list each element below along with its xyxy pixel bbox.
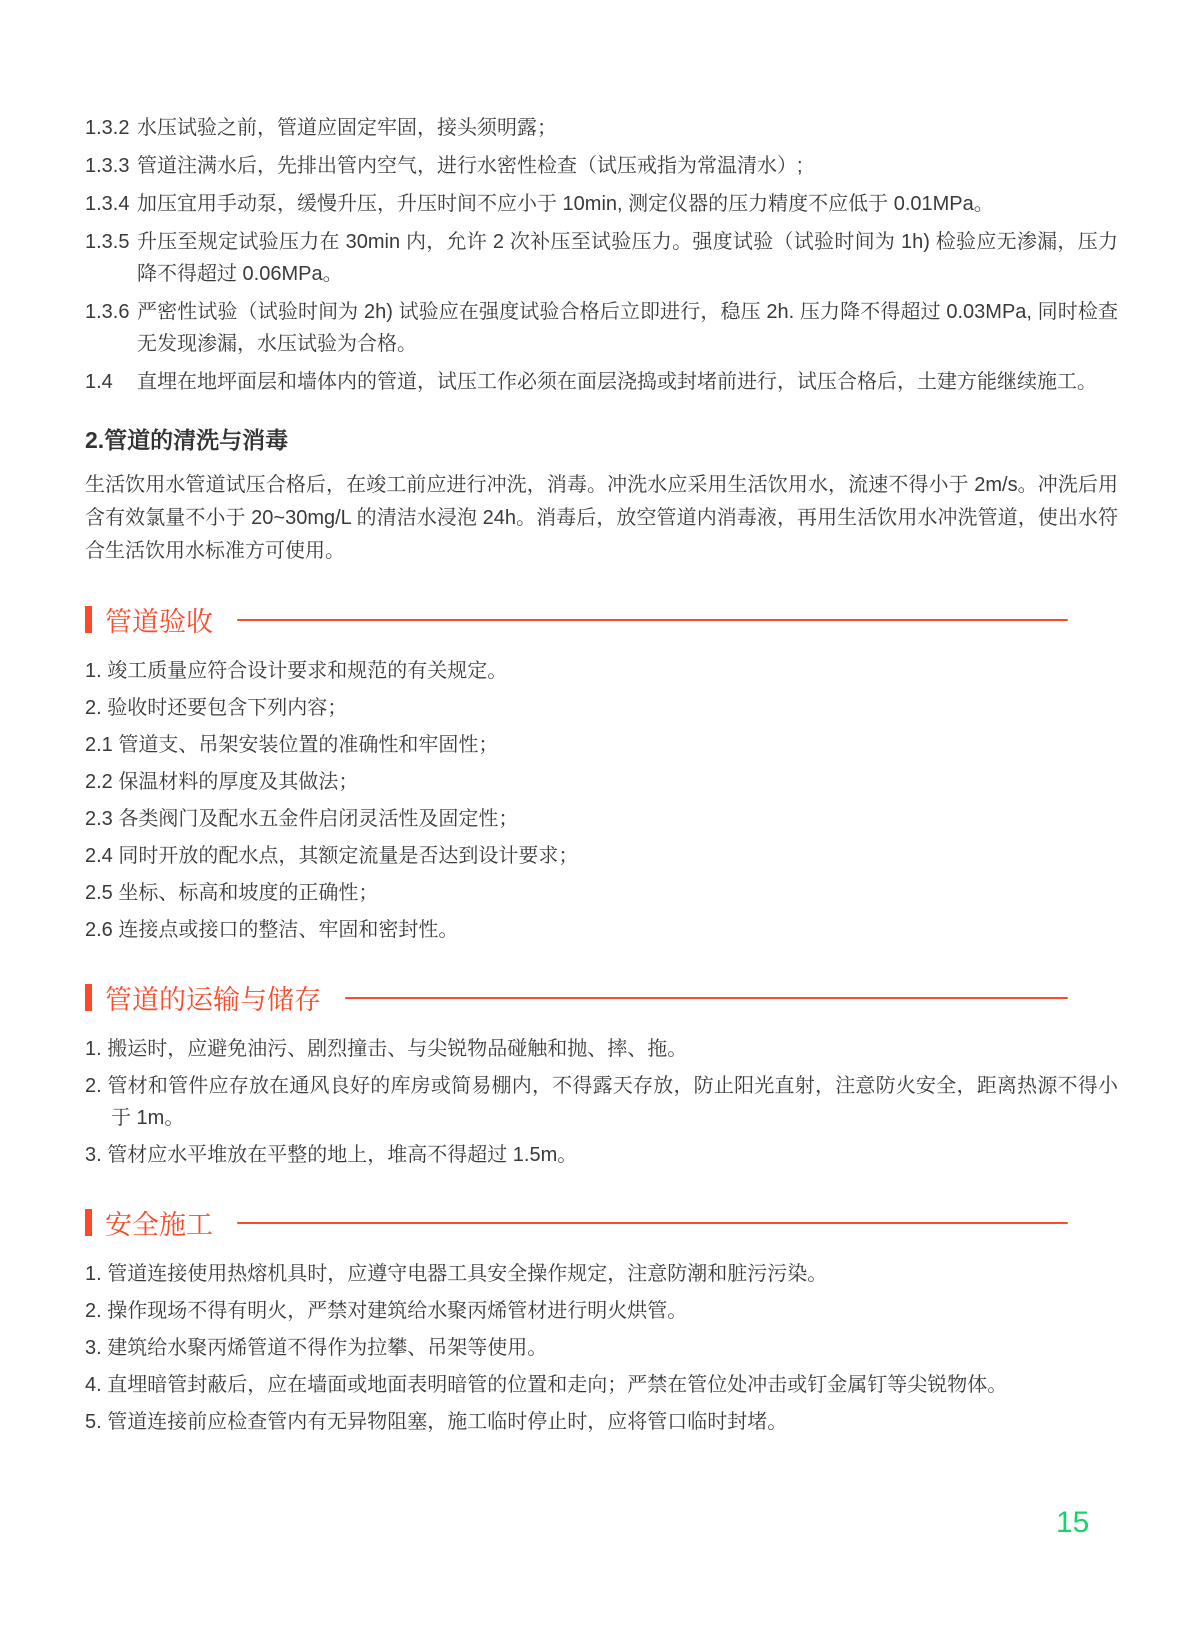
section-header-safe-construction [85,1203,1118,1242]
list-item: 1. 竣工质量应符合设计要求和规范的有关规定。 [85,660,508,682]
section-rule [237,619,1068,621]
clause-item [85,366,1118,398]
section-item-list [85,1258,1118,1438]
section-rule [237,1222,1068,1224]
list-item: 2.5 坐标、标高和坡度的正确性； [85,882,379,904]
clause-number: 1.3.2 [85,117,130,139]
clause-item [85,112,1118,144]
list-item: 2.2 保温材料的厚度及其做法； [85,771,359,793]
section-title: 管道验收 [105,607,213,637]
list-item: 1. 搬运时，应避免油污、剧烈撞击、与尖锐物品碰触和抛、摔、拖。 [85,1038,688,1060]
list-item: 2. 管材和管件应存放在通风良好的库房或简易棚内，不得露天存放，防止阳光直射，注意防火安全，距离热源不得小于 1m。 [85,1075,1118,1129]
clause-list [85,112,1118,398]
clause-item [85,296,1118,360]
section-marker-bar [85,1209,92,1236]
section-item-list [85,655,1118,946]
list-item: 2. 操作现场不得有明火，严禁对建筑给水聚丙烯管材进行明火烘管。 [85,1300,688,1322]
clause-text: 加压宜用手动泵，缓慢升压，升压时间不应小于 10min, 测定仪器的压力精度不应低于 0.01MPa。 [137,193,994,215]
list-item: 4. 直埋暗管封蔽后，应在墙面或地面表明暗管的位置和走向；严禁在管位处冲击或钉金属钉等尖锐物体。 [85,1374,1008,1396]
list-item: 3. 建筑给水聚丙烯管道不得作为拉攀、吊架等使用。 [85,1337,548,1359]
section-marker-bar [85,606,92,633]
clause-text: 水压试验之前，管道应固定牢固，接头须明露； [137,117,557,139]
clause-text: 严密性试验（试验时间为 2h) 试验应在强度试验合格后立即进行，稳压 2h. 压力降不得超过 0.03MPa, 同时检查无发现渗漏，水压试验为合格。 [137,301,1118,355]
section-header-transport-storage [85,978,1118,1017]
subsection-paragraph: 生活饮用水管道试压合格后，在竣工前应进行冲洗，消毒。冲洗水应采用生活饮用水，流速不得小于 2m/s。冲洗后用含有效氯量不小于 20~30mg/L 的清洁水浸泡 24h。消毒后，放空管道内消毒液，再用生活饮用水冲洗管道，使出水符合生活饮用水标准方可使用。 [85,474,1118,562]
subsection-title: 2.管道的清洗与消毒 [85,427,289,453]
section-title: 管道的运输与储存 [105,985,321,1015]
page-number: 15 [1056,1506,1090,1539]
section-title: 安全施工 [105,1210,213,1240]
clause-number: 1.3.4 [85,193,130,215]
list-item: 1. 管道连接使用热熔机具时，应遵守电器工具安全操作规定，注意防潮和脏污污染。 [85,1263,828,1285]
list-item: 2.3 各类阀门及配水五金件启闭灵活性及固定性； [85,808,519,830]
section-header-pipeline-acceptance [85,600,1118,639]
clause-item [85,188,1118,220]
clause-item [85,150,1118,182]
clause-number: 1.3.5 [85,231,130,253]
clause-number: 1.4 [85,371,113,393]
clause-number: 1.3.6 [85,301,130,323]
clause-text: 升压至规定试验压力在 30min 内，允许 2 次补压至试验压力。强度试验（试验时间为 1h) 检验应无渗漏，压力降不得超过 0.06MPa。 [137,231,1118,285]
clause-number: 1.3.3 [85,155,130,177]
list-item: 5. 管道连接前应检查管内有无异物阻塞，施工临时停止时，应将管口临时封堵。 [85,1411,788,1433]
list-item: 3. 管材应水平堆放在平整的地上，堆高不得超过 1.5m。 [85,1144,578,1166]
section-rule [345,997,1068,999]
section-item-list [85,1033,1118,1171]
clause-text: 管道注满水后，先排出管内空气，进行水密性检查（试压戒指为常温清水）; [137,155,803,177]
list-item: 2.6 连接点或接口的整洁、牢固和密封性。 [85,919,459,941]
list-item: 2.4 同时开放的配水点，其额定流量是否达到设计要求； [85,845,579,867]
list-item: 2. 验收时还要包含下列内容； [85,697,348,719]
list-item: 2.1 管道支、吊架安装位置的准确性和牢固性； [85,734,499,756]
clause-item [85,226,1118,290]
clause-text: 直埋在地坪面层和墙体内的管道，试压工作必须在面层浇捣或封堵前进行，试压合格后，土建方能继续施工。 [137,371,1097,393]
section-marker-bar [85,984,92,1011]
